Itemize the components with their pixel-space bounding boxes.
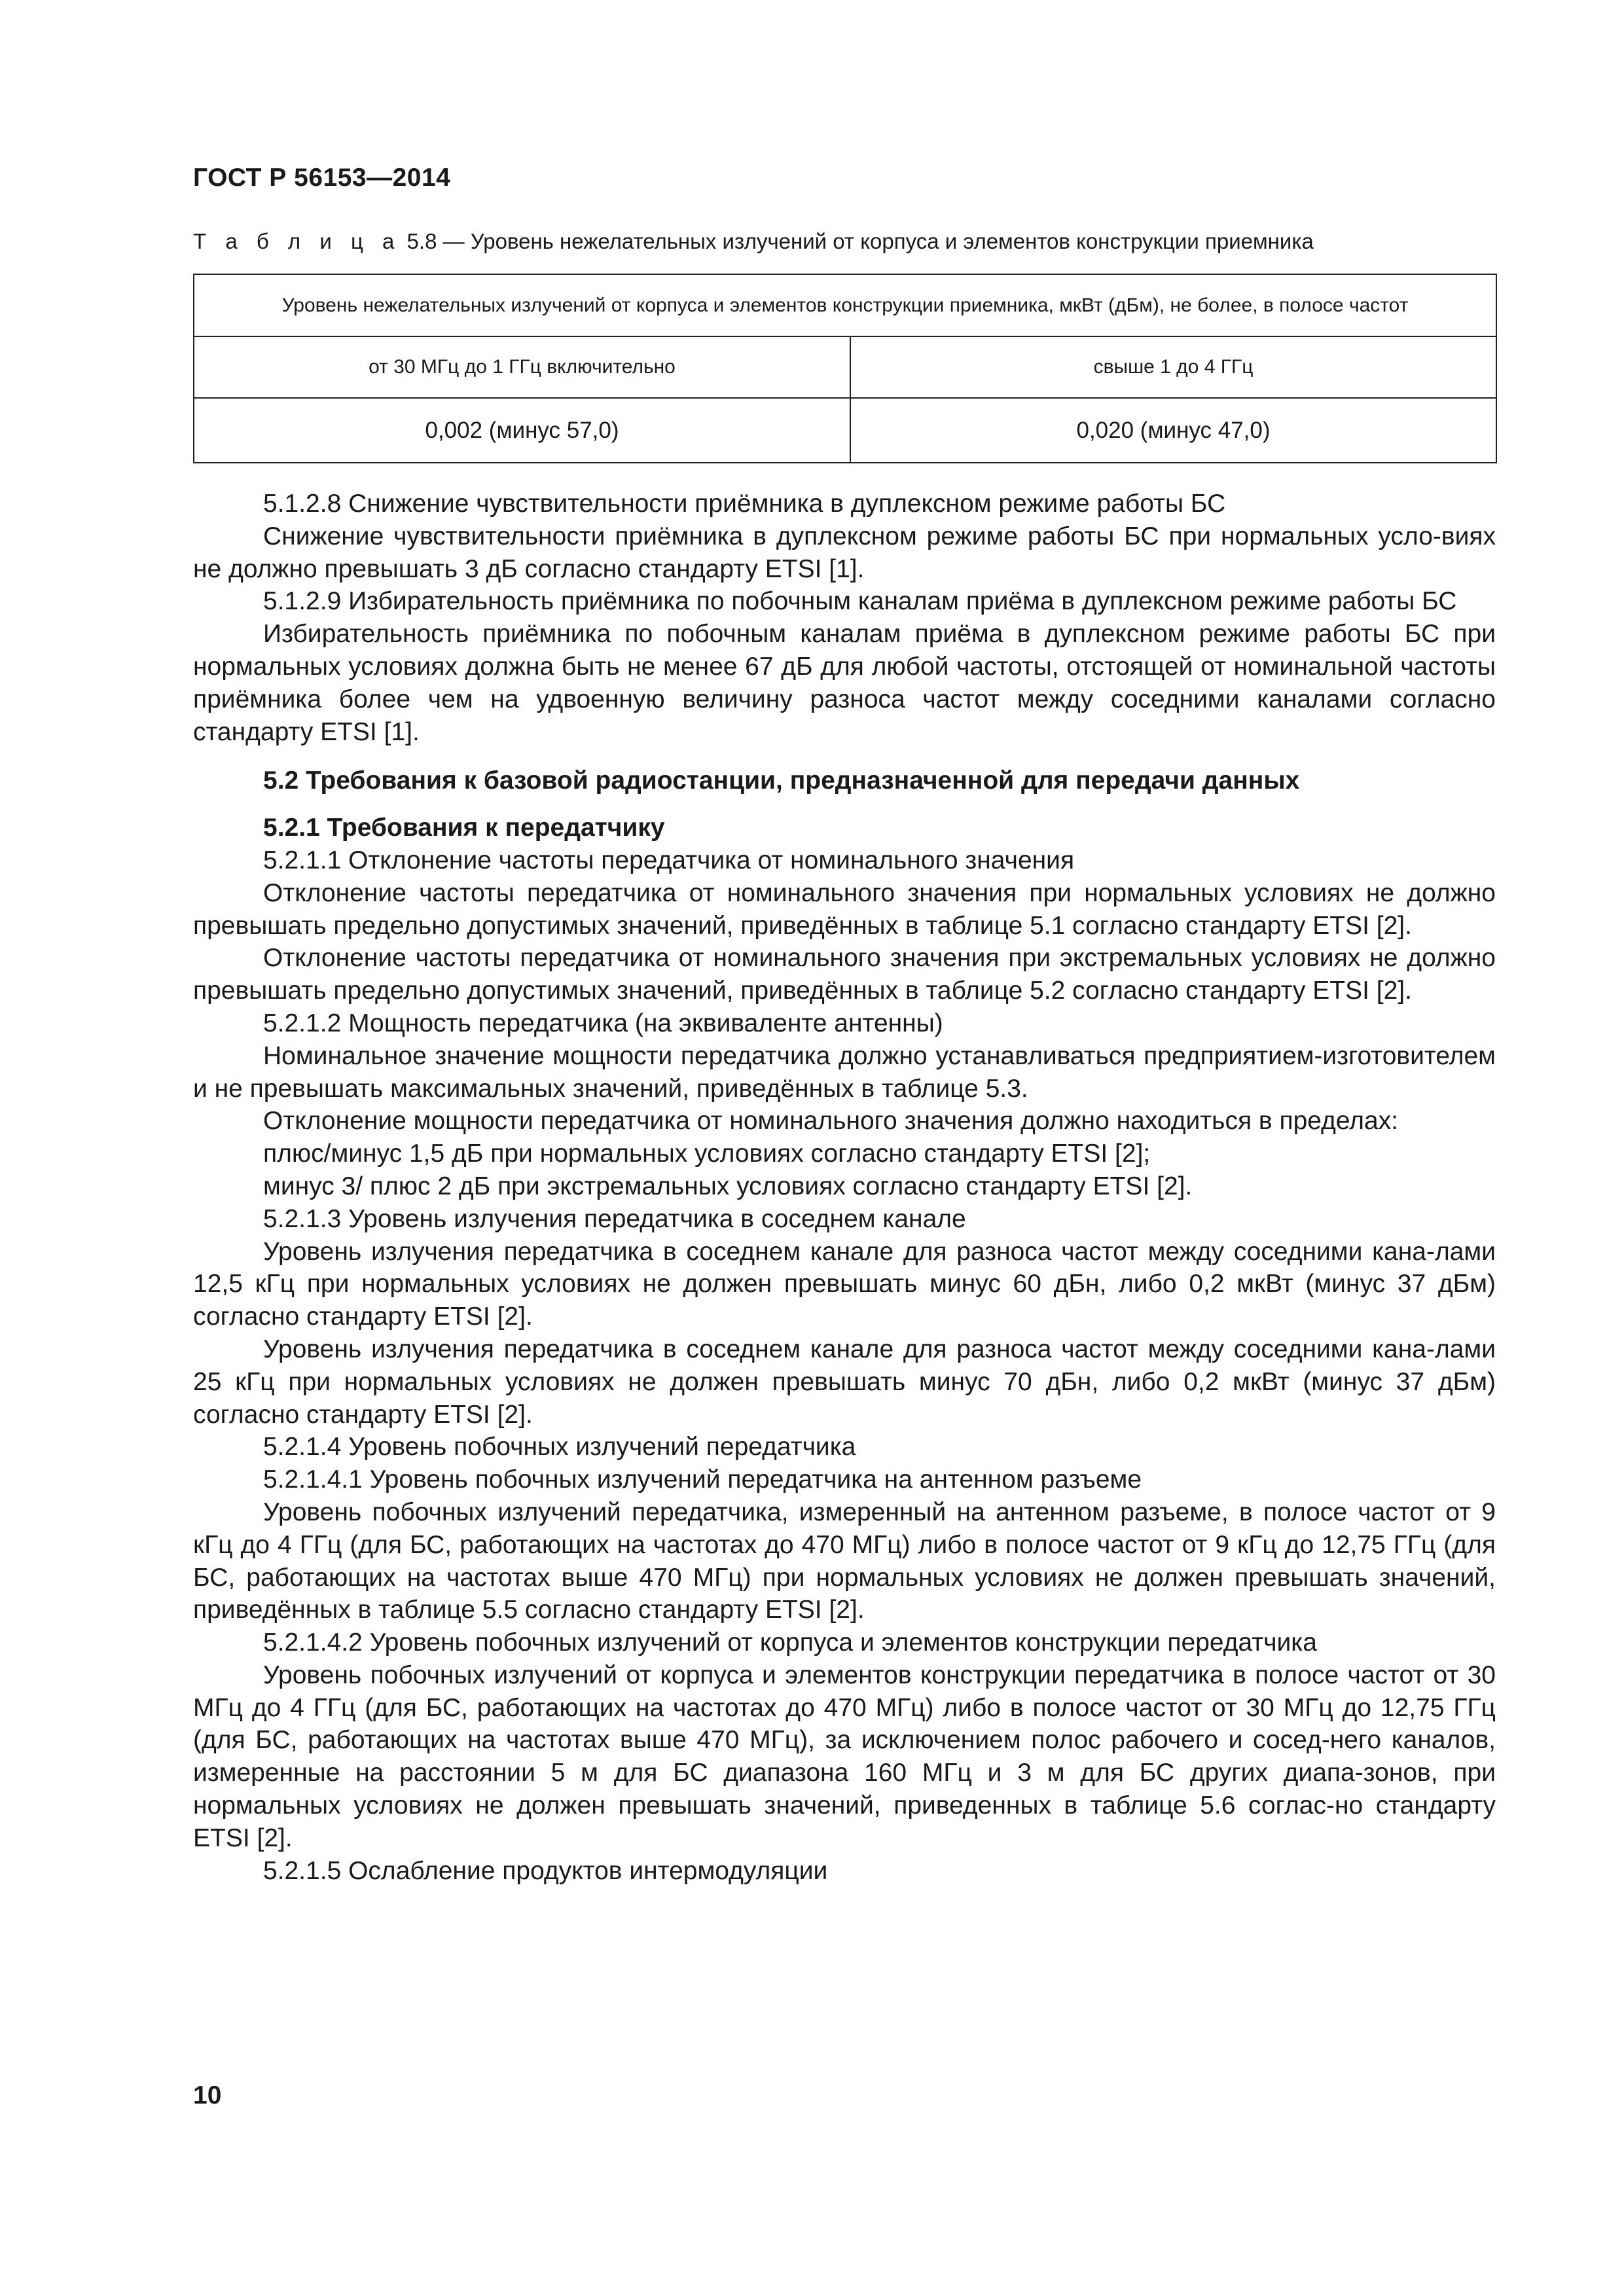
paragraph: 5.2.1.4 Уровень побочных излучений передатчика (263, 1433, 856, 1462)
paragraph: минус 3/ плюс 2 дБ при экстремальных условиях согласно стандарту ETSI [2]. (263, 1172, 1193, 1200)
paragraph: 5.2.1.5 Ослабление продуктов интермодуляции (263, 1856, 828, 1885)
document-code: ГОСТ Р 56153—2014 (193, 164, 451, 192)
paragraph: Уровень излучения передатчика в соседнем канале для разноса частот между соседними кана-лами 12,5 кГц при нормальных условиях не должен превышать минус 60 дБн, либо 0,2 мкВт (минус 37 дБм) согласно стандарту ETSI [2]. (193, 1237, 1496, 1331)
paragraph: плюс/минус 1,5 дБ при нормальных условиях согласно стандарту ETSI [2]; (263, 1139, 1151, 1168)
table-column-header: от 30 МГц до 1 ГГц включительно (194, 336, 850, 398)
paragraph: Номинальное значение мощности передатчика должно устанавливаться предприятием-изготовителем и не превышать максимальных значений, приведённых в таблице 5.3. (193, 1041, 1496, 1103)
table-cell: 0,020 (минус 47,0) (850, 398, 1496, 463)
paragraph: Уровень излучения передатчика в соседнем канале для разноса частот между соседними кана-лами 25 кГц при нормальных условиях не должен превышать минус 70 дБн, либо 0,2 мкВт (минус 37 дБм) согласно стандарту ETSI [2]. (193, 1335, 1496, 1429)
paragraph: 5.1.2.9 Избирательность приёмника по побочным каналам приёма в дуплексном режиме работы БС (263, 587, 1457, 616)
paragraph: 5.2.1.4.1 Уровень побочных излучений передатчика на антенном разъеме (263, 1465, 1142, 1494)
table-column-header: свыше 1 до 4 ГГц (850, 336, 1496, 398)
paragraph: Снижение чувствительности приёмника в дуплексном режиме работы БС при нормальных усло-виях не должно превышать 3 дБ согласно стандарту ETSI [1]. (193, 522, 1496, 583)
paragraph: Уровень побочных излучений передатчика, измеренный на антенном разъеме, в полосе частот от 9 кГц до 4 ГГц (для БС, работающих на частотах до 470 МГц) либо в полосе частот от 9 кГц до 12,75 ГГц (для БС, работающих на частотах выше 470 МГц) при нормальных условиях не должен превышать значений, приведённых в таблице 5.5 согласно стандарту ETSI [2]. (193, 1498, 1496, 1624)
paragraph: Отклонение частоты передатчика от номинального значения при нормальных условиях не должно превышать предельно допустимых значений, приведённых в таблице 5.1 согласно стандарту ETSI [2]. (193, 878, 1496, 940)
paragraph: Отклонение частоты передатчика от номинального значения при экстремальных условиях не должно превышать предельно допустимых значений, приведённых в таблице 5.2 согласно стандарту ETSI [2]. (193, 944, 1496, 1005)
table-caption-label: Т а б л и ц а (193, 229, 401, 253)
table-cell: 0,002 (минус 57,0) (194, 398, 850, 463)
emission-levels-table (193, 274, 1497, 463)
paragraph: Избирательность приёмника по побочным каналам приёма в дуплексном режиме работы БС при нормальных условиях должна быть не менее 67 дБ для любой частоты, отстоящей от номинальной частоты приёмника более чем на удвоенную величину разноса частот между соседними каналами согласно стандарту ETSI [1]. (193, 620, 1496, 746)
paragraph: Уровень побочных излучений от корпуса и элементов конструкции передатчика в полосе частот от 30 МГц до 4 ГГц (для БС, работающих на частотах до 470 МГц) либо в полосе частот от 30 МГц до 12,75 ГГц (для БС, работающих на частотах выше 470 МГц), за исключением полос рабочего и сосед-него каналов, измеренные на расстоянии 5 м для БС диапазона 160 МГц и 3 м для БС других диапа-зонов, при нормальных условиях не должен превышать значений, приведенных в таблице 5.6 соглас-но стандарту ETSI [2]. (193, 1660, 1496, 1852)
table-caption (193, 229, 1314, 254)
paragraph: 5.2.1.4.2 Уровень побочных излучений от корпуса и элементов конструкции передатчика (263, 1628, 1317, 1657)
table-header-main: Уровень нежелательных излучений от корпуса и элементов конструкции приемника, мкВт (дБм), не более, в полосе частот (194, 274, 1496, 336)
paragraph: 5.1.2.8 Снижение чувствительности приёмника в дуплексном режиме работы БС (263, 490, 1226, 518)
document-body (193, 488, 1496, 1887)
paragraph: Отклонение мощности передатчика от номинального значения должно находиться в пределах: (263, 1107, 1399, 1136)
table-caption-text: 5.8 — Уровень нежелательных излучений от корпуса и элементов конструкции приемника (406, 229, 1314, 253)
section-heading: 5.2 Требования к базовой радиостанции, предназначенной для передачи данных (263, 766, 1300, 795)
paragraph: 5.2.1.2 Мощность передатчика (на эквиваленте антенны) (263, 1009, 943, 1037)
subsection-heading: 5.2.1 Требования к передатчику (263, 814, 665, 842)
paragraph: 5.2.1.1 Отклонение частоты передатчика от номинального значения (263, 846, 1075, 874)
paragraph: 5.2.1.3 Уровень излучения передатчика в соседнем канале (263, 1204, 966, 1233)
page-number: 10 (193, 2081, 222, 2109)
